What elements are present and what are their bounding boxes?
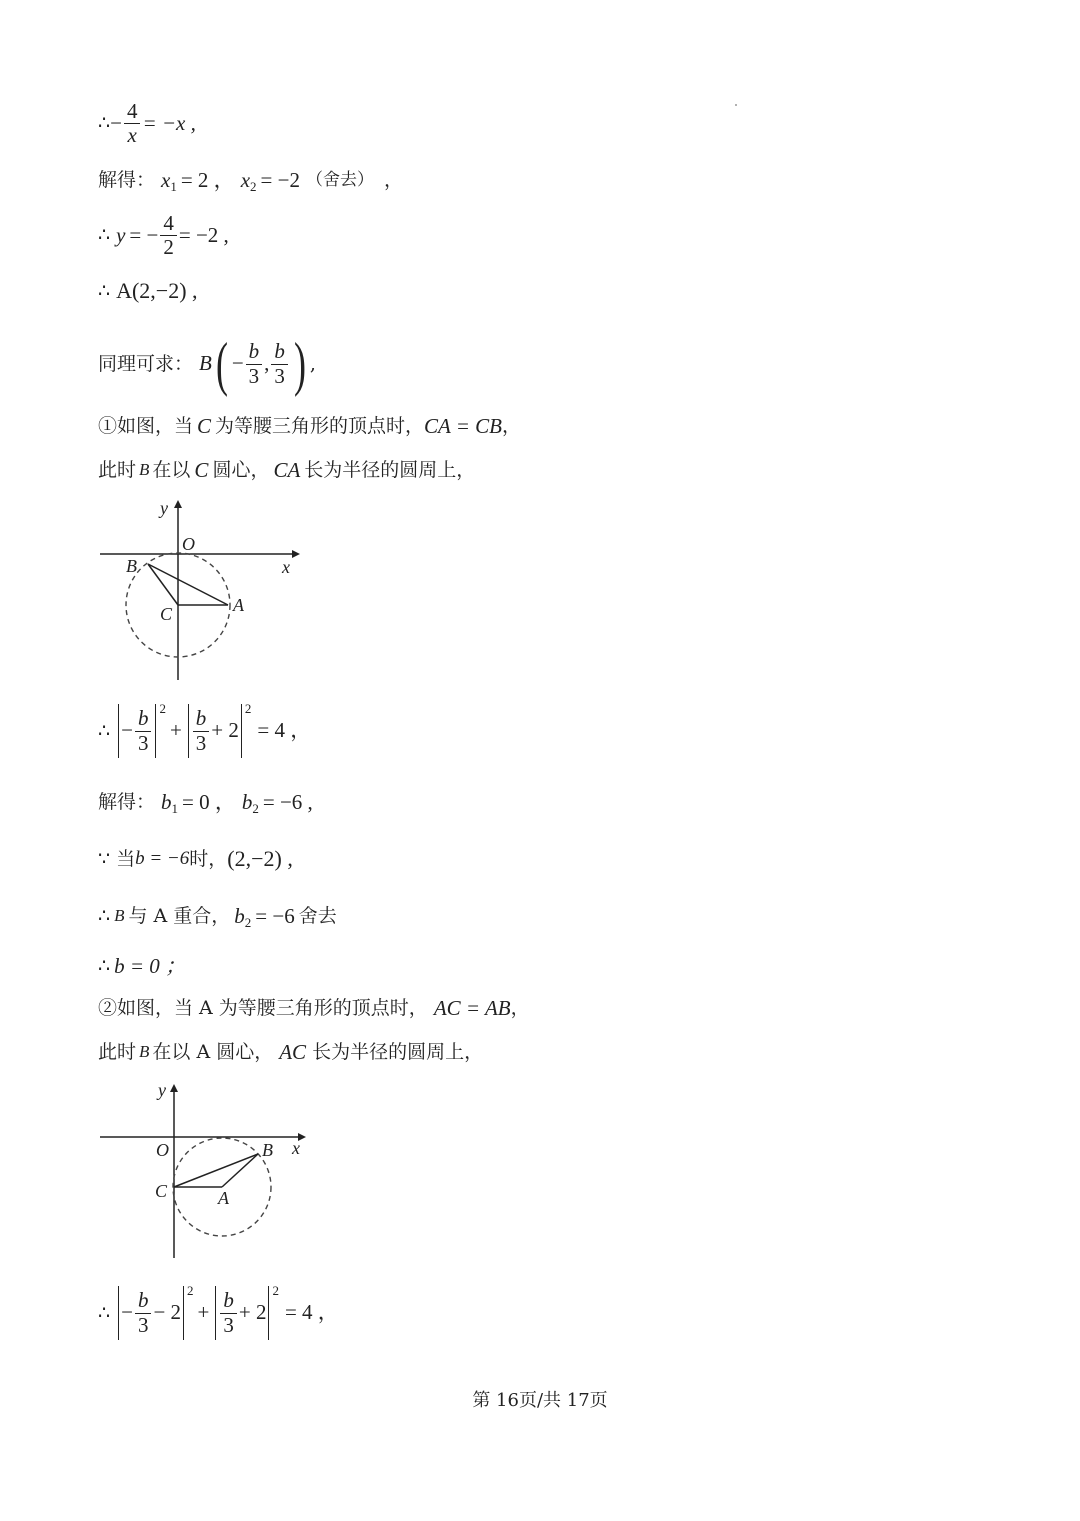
absolute-value <box>118 1286 184 1340</box>
numerator: 4 <box>160 212 177 236</box>
equation-rest: = 4 ， <box>257 718 312 743</box>
line-6 <box>98 414 521 439</box>
text: 当 <box>116 847 136 870</box>
therefore-symbol: ∴ <box>98 224 111 247</box>
fraction <box>193 707 210 754</box>
numerator: b <box>246 340 263 364</box>
variable-b: b <box>234 904 245 928</box>
segment-ac: AC <box>279 1040 307 1064</box>
y-label: y <box>160 498 168 518</box>
minus-sign: − <box>121 718 133 743</box>
equation: b = −6 <box>135 847 190 869</box>
speck <box>735 104 737 106</box>
therefore-symbol: ∴ <box>98 112 111 135</box>
plus-sign: + <box>169 718 182 743</box>
denominator: 3 <box>274 363 285 388</box>
subscript: 2 <box>250 178 257 194</box>
denominator: 3 <box>195 730 207 755</box>
comma: , <box>264 351 270 376</box>
line-3 <box>98 212 229 259</box>
discard-note: （舍去） <box>305 170 374 191</box>
equation: b = 0 ； <box>114 954 187 978</box>
absolute-value <box>215 1286 269 1340</box>
absolute-value <box>188 704 242 758</box>
equation-rest: = −x , <box>142 111 196 135</box>
equation: AC = AB <box>433 996 511 1020</box>
exponent: 2 <box>159 701 166 717</box>
line-9 <box>98 790 313 815</box>
segment-ab <box>222 1154 258 1187</box>
text: 长为半径的圆周上， <box>312 1041 484 1064</box>
denominator: x <box>127 123 137 148</box>
therefore-symbol: ∴ <box>98 955 111 978</box>
origin-label: O <box>182 534 195 554</box>
point: (2,−2) , <box>227 846 293 871</box>
text: 时， <box>189 847 228 870</box>
plus-two: + 2 <box>238 1300 267 1325</box>
variable-x: x <box>240 168 251 192</box>
minus-two: − 2 <box>153 1300 182 1325</box>
equation: CA = CB <box>424 414 503 438</box>
subscript: 1 <box>171 800 179 816</box>
right-paren: ) <box>293 331 306 397</box>
text: 圆心， <box>212 459 270 482</box>
x-axis-arrow-icon <box>292 550 300 558</box>
therefore-symbol: ∴ <box>98 905 111 928</box>
equation-rest: = −2 , <box>178 223 229 247</box>
therefore-symbol: ∴ <box>98 719 111 742</box>
comma: ， <box>502 415 522 438</box>
line-7 <box>98 458 475 483</box>
segment-bc <box>148 564 178 605</box>
c-label: C <box>160 604 173 624</box>
fraction <box>246 340 263 387</box>
point-a: A(2,−2) , <box>116 278 198 303</box>
variable-x: x <box>161 168 171 192</box>
numerator: b <box>135 1289 152 1313</box>
text: 在以 <box>152 459 191 482</box>
denominator: 3 <box>137 1312 149 1337</box>
line-13 <box>98 996 530 1021</box>
c-label: C <box>155 1181 168 1201</box>
subscript: 2 <box>244 914 252 930</box>
line-10 <box>98 846 293 872</box>
denominator: 2 <box>163 235 174 260</box>
y-axis-arrow-icon <box>174 500 182 508</box>
text: ①如图，当 <box>98 415 194 438</box>
b-label: B <box>126 556 137 576</box>
numerator: b <box>271 340 288 364</box>
page-footer: 第 16页/共 17页 <box>472 1390 608 1411</box>
b-label: B <box>262 1140 273 1160</box>
denominator: 3 <box>223 1312 234 1337</box>
line-15 <box>98 1283 339 1340</box>
fraction <box>220 1289 237 1336</box>
x-label: x <box>282 557 290 577</box>
line-4 <box>98 278 198 304</box>
variable-b: b <box>241 790 253 814</box>
figure-1 <box>96 494 306 684</box>
point-b-label: B <box>139 1042 150 1062</box>
numerator: b <box>193 707 210 731</box>
fraction <box>124 100 141 147</box>
text: 为等腰三角形的顶点时， <box>215 415 425 438</box>
y-axis-arrow-icon <box>170 1084 178 1092</box>
segment-ca: CA <box>273 458 301 482</box>
left-paren: ( <box>215 331 228 397</box>
fraction <box>135 1289 152 1336</box>
text: 与 A 重合， <box>128 905 231 928</box>
line-11 <box>98 904 337 929</box>
equation: = −6 <box>255 904 295 928</box>
therefore-symbol: ∴ <box>98 1301 111 1324</box>
plus-sign: + <box>197 1300 210 1325</box>
text: ②如图，当 A 为等腰三角形的顶点时， <box>98 997 428 1020</box>
subscript: 1 <box>170 178 177 194</box>
equals-minus: = − <box>129 223 159 247</box>
text: 此时 <box>98 459 137 482</box>
line-14 <box>98 1040 483 1065</box>
minus-sign: − <box>110 111 122 135</box>
comma: ， <box>383 169 403 192</box>
variable-b: b <box>161 790 172 814</box>
figure-2 <box>96 1076 316 1262</box>
text: 此时 <box>98 1041 137 1064</box>
solve-label: 解得： <box>98 791 156 814</box>
point-b-label: B <box>114 906 125 926</box>
denominator: 3 <box>137 730 149 755</box>
point-c-label: C <box>197 414 212 438</box>
therefore-symbol: ∴ <box>98 279 111 302</box>
fraction <box>271 340 288 387</box>
absolute-value <box>118 704 156 758</box>
solve-label: 解得： <box>98 169 156 192</box>
point-b-label: B <box>199 351 212 376</box>
text: 长为半径的圆周上， <box>304 459 476 482</box>
line-2 <box>98 168 403 193</box>
line-1 <box>98 100 196 147</box>
x-label: x <box>292 1138 300 1158</box>
subscript: 2 <box>252 800 259 816</box>
equation: = 2 ， <box>180 168 235 192</box>
fraction <box>135 707 152 754</box>
line-5 <box>98 331 316 397</box>
numerator: b <box>220 1289 237 1313</box>
a-label: A <box>233 595 244 615</box>
comma: ， <box>510 997 530 1020</box>
fraction <box>160 212 177 259</box>
equation: = 0 ， <box>182 790 236 814</box>
numerator: 4 <box>124 100 141 124</box>
equation: = −6 , <box>262 790 313 814</box>
line-8 <box>98 701 312 758</box>
similarly-label: 同理可求： <box>98 352 194 375</box>
y-label: y <box>158 1080 166 1100</box>
plus-two: + 2 <box>211 718 239 743</box>
text: 舍去 <box>298 905 337 928</box>
minus-sign: − <box>231 351 244 376</box>
point-b-label: B <box>139 460 150 480</box>
exponent: 2 <box>244 701 252 717</box>
exponent: 2 <box>187 1283 194 1299</box>
a-label: A <box>218 1188 229 1208</box>
variable-y: y <box>116 223 126 247</box>
segment-ba <box>148 564 228 605</box>
text: 在以 A 圆心， <box>152 1041 274 1064</box>
origin-label: O <box>156 1140 169 1160</box>
comma: , <box>309 352 316 375</box>
line-12 <box>98 954 186 979</box>
equation-rest: = 4 ， <box>284 1300 339 1325</box>
denominator: 3 <box>248 363 260 388</box>
exponent: 2 <box>272 1283 279 1299</box>
segment-cb <box>174 1154 258 1187</box>
numerator: b <box>135 707 152 731</box>
point-c-label: C <box>194 458 209 482</box>
equation: = −2 <box>260 168 300 192</box>
minus-sign: − <box>121 1300 133 1325</box>
because-symbol: ∵ <box>98 847 111 870</box>
